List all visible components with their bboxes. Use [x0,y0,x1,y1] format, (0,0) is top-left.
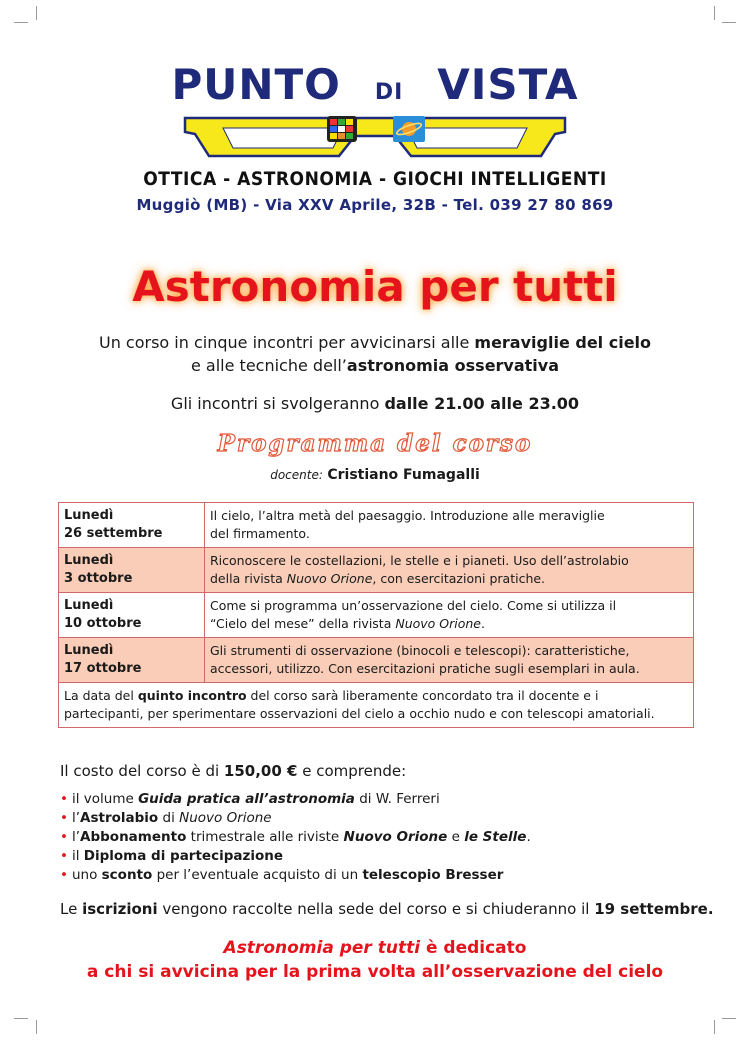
logo-word-di: DI [374,80,404,105]
crop-mark [14,1018,28,1019]
lesson-text [210,570,688,588]
dedication-line2: a chi si avvicina per la prima volta all’osservazione del cielo [86,962,664,982]
teacher-label: docente: [270,468,323,482]
lesson-text: Come si programma un’osservazione del cielo. Come si utilizza il [210,598,617,613]
crop-mark [14,22,28,23]
item-text: per l’eventuale acquisto di un [152,867,363,883]
list-item [60,828,531,847]
note-text: La data del [64,688,138,703]
item-text: il volume [71,791,139,807]
shop-address: Muggiò (MB) - Via XXV Aprile, 32B - Tel. 039 27 80 869 [136,196,614,214]
lesson-date-cell [59,503,205,548]
dedication-course-name: Astronomia per tutti [223,938,421,958]
lesson-description-cell [205,548,694,593]
fifth-meeting-note [59,683,694,728]
logo-word-punto: PUNTO [171,60,341,109]
item-text: di [158,810,180,826]
list-item [60,790,531,809]
bullet-icon: • [60,829,68,845]
crop-mark [722,1018,736,1019]
lesson-day: Lunedì [64,598,114,613]
table-row [59,638,694,683]
cost-price: 150,00 € [223,762,298,780]
lesson-date: 10 ottobre [64,616,142,631]
teacher-name: Cristiano Fumagalli [327,467,480,483]
lesson-day: Lunedì [64,553,114,568]
lesson-day: Lunedì [64,508,114,523]
bullet-icon: • [60,867,68,883]
lesson-date-cell [59,638,205,683]
logo-tagline: OTTICA - ASTRONOMIA - GIOCHI INTELLIGENTI [143,168,607,190]
lesson-text: del firmamento. [210,526,310,541]
crop-mark [714,6,715,20]
lesson-text-part: . [481,616,485,631]
glasses-logo-icon [183,112,567,160]
lesson-date: 3 ottobre [64,571,133,586]
list-item [60,847,531,866]
lesson-description-cell [205,638,694,683]
note-text: del corso sarà liberamente concordato tra il docente e i [246,688,599,703]
table-row [59,548,694,593]
lesson-text: Il cielo, l’altra metà del paesaggio. Introduzione alle meraviglie [210,508,605,523]
saturn-planet-icon [393,116,425,142]
item-bold: Diploma di partecipazione [83,848,284,864]
enrollment-line [60,900,714,918]
crop-mark [714,1020,715,1034]
item-bold: Abbonamento [80,829,187,845]
magazine-name: Nuovo Orione [179,810,272,826]
bullet-icon: • [60,848,68,864]
item-text: il [71,848,84,864]
list-item [60,809,531,828]
enroll-bold: iscrizioni [82,900,158,918]
item-text: trimestrale alle riviste [186,829,344,845]
lesson-date: 17 ottobre [64,661,142,676]
included-items-list [60,790,531,885]
table-row [59,593,694,638]
rubik-cube-icon [327,116,357,142]
item-text: uno [71,867,102,883]
lesson-day: Lunedì [64,643,114,658]
bullet-icon: • [60,791,68,807]
dedication-text-part: è dedicato [420,938,527,958]
lesson-date-cell [59,593,205,638]
item-bold: sconto [101,867,153,883]
lesson-text: accessori, utilizzo. Con esercitazioni pratiche sugli esemplari in aula. [210,661,640,676]
teacher-line [0,467,750,483]
logo-wordmark [0,60,750,109]
lesson-text: Gli strumenti di osservazione (binocoli e telescopi): caratteristiche, [210,643,630,658]
item-bold: Astrolabio [80,810,159,826]
lesson-text-part: , con esercitazioni pratiche. [372,571,546,586]
enroll-text: vengono raccolte nella sede del corso e si chiuderanno il [157,900,595,918]
item-text: di W. Ferreri [354,791,440,807]
crop-mark [36,6,37,20]
schedule-text [0,394,750,413]
book-title: Guida pratica all’astronomia [138,791,355,807]
enroll-deadline: 19 settembre. [594,900,714,918]
program-table [58,502,694,728]
cost-label: e comprende: [297,762,407,780]
note-bold: quinto incontro [137,688,247,703]
lesson-date: 26 settembre [64,526,163,541]
dedication-text [0,936,750,984]
program-title: Programma del corso [217,430,533,457]
intro-line1-bold: meraviglie del cielo [474,333,652,352]
cost-label: Il costo del corso è di [60,762,224,780]
page-title: Astronomia per tutti [132,262,618,311]
bullet-icon: • [60,810,68,826]
logo-word-vista: VISTA [437,60,579,109]
table-row [59,683,694,728]
intro-line2: e alle tecniche dell’ [190,356,347,375]
cost-line [60,762,406,780]
magazine-name: Nuovo Orione [286,571,373,586]
item-text: . [526,829,531,845]
intro-line2-bold: astronomia osservativa [346,356,560,375]
crop-mark [36,1020,37,1034]
lesson-text-part: della rivista [210,571,287,586]
note-text: partecipanti, per sperimentare osservazioni del cielo a occhio nudo e con telescopi amatoriali. [64,706,655,721]
schedule-time: dalle 21.00 alle 23.00 [384,394,580,413]
magazine-name: Nuovo Orione [395,616,481,631]
lesson-description-cell [205,593,694,638]
lesson-date-cell [59,548,205,593]
list-item [60,866,531,885]
lesson-text [210,615,688,633]
item-text: l’ [71,829,81,845]
lesson-text-part: “Cielo del mese” della rivista [210,616,396,631]
crop-mark [722,22,736,23]
item-bold: telescopio Bresser [362,867,504,883]
intro-line1: Un corso in cinque incontri per avvicinarsi alle [98,333,475,352]
lesson-description-cell [205,503,694,548]
schedule-label: Gli incontri si svolgeranno [170,394,385,413]
intro-text [0,331,750,377]
table-row [59,503,694,548]
magazine-name: Nuovo Orione [343,829,448,845]
magazine-name: le Stelle [464,829,527,845]
item-text: l’ [71,810,81,826]
enroll-text: Le [60,900,83,918]
item-text: e [447,829,465,845]
lesson-text: Riconoscere le costellazioni, le stelle e i pianeti. Uso dell’astrolabio [210,553,629,568]
